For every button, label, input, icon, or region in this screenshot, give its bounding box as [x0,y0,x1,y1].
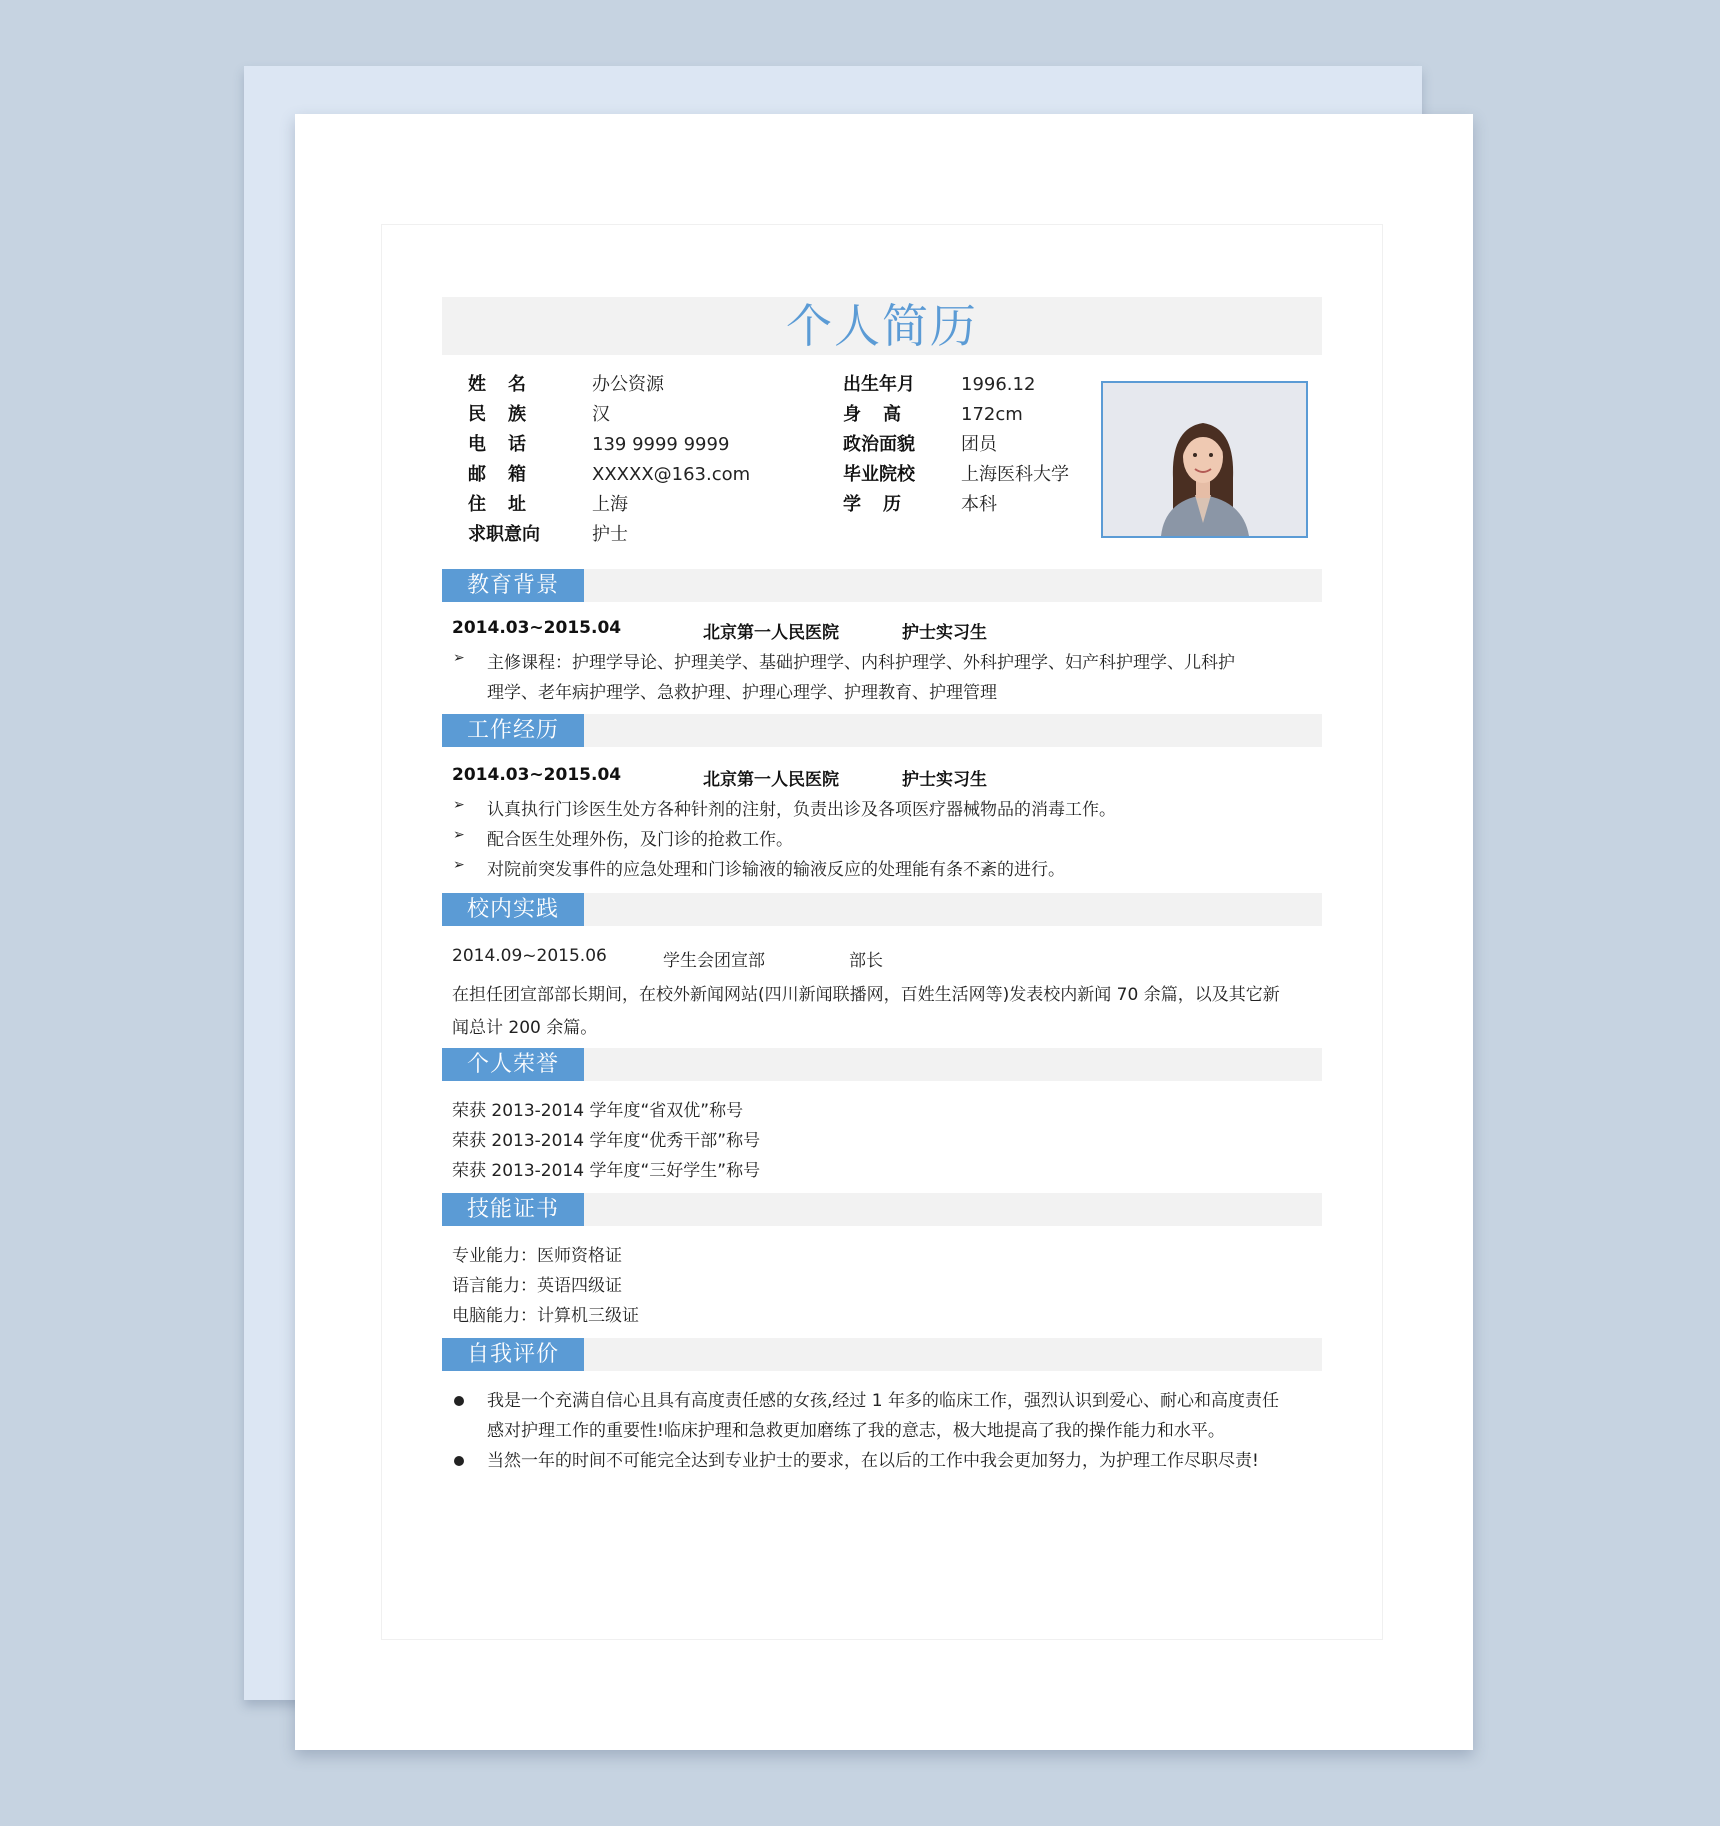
honor-item: 荣获 2013-2014 学年度“省双优”称号 [452,1101,744,1121]
section-heading: 技能证书 [442,1193,584,1226]
campus-org: 学生会团宣部 [663,951,765,971]
work-date: 2014.03~2015.04 [452,765,622,785]
self-eval-line3: 当然一年的时间不可能完全达到专业护士的要求，在以后的工作中我会更加努力，为护理工作尽职尽责! [487,1451,1259,1471]
info-value: 上海医科大学 [961,464,1069,485]
edu-course-line2: 理学、老年病护理学、急救护理、护理心理学、护理教育、护理管理 [487,683,997,703]
honor-item: 荣获 2013-2014 学年度“优秀干部”称号 [452,1131,761,1151]
info-label: 电话 [468,434,548,455]
bullet-dot-icon [454,1396,464,1406]
info-label: 出生年月 [843,374,915,395]
bullet-dot-icon [454,1456,464,1466]
section-bar-campus [442,893,1322,926]
info-row [468,520,628,550]
resume-page [295,114,1473,1750]
profile-photo [1101,381,1308,538]
work-org: 北京第一人民医院 [703,770,839,790]
info-row [843,400,1023,430]
info-value: 汉 [592,404,610,425]
bullet-arrow-icon: ➢ [453,650,465,666]
skill-item: 专业能力：医师资格证 [452,1246,622,1266]
info-value: 本科 [961,494,997,515]
section-bar-honors [442,1048,1322,1081]
self-eval-line1: 我是一个充满自信心且具有高度责任感的女孩,经过 1 年多的临床工作，强烈认识到爱心、耐心和高度责任 [487,1391,1280,1411]
person-portrait-icon [1103,383,1306,536]
info-row [843,460,1069,490]
section-heading: 工作经历 [442,714,584,747]
info-label: 身高 [843,404,923,425]
self-eval-line2: 感对护理工作的重要性!临床护理和急救更加磨练了我的意志，极大地提高了我的操作能力和水平。 [487,1421,1225,1441]
edu-role: 护士实习生 [902,623,987,643]
info-value: 团员 [961,434,997,455]
info-label: 学历 [843,494,923,515]
section-bar-work [442,714,1322,747]
info-row [468,400,610,430]
section-bar-education [442,569,1322,602]
section-heading: 教育背景 [442,569,584,602]
work-bullet: 认真执行门诊医生处方各种针剂的注射，负责出诊及各项医疗器械物品的消毒工作。 [487,800,1116,820]
info-row [843,430,997,460]
info-row [468,460,750,490]
edu-date: 2014.03~2015.04 [452,618,622,638]
info-label: 政治面貌 [843,434,915,455]
edu-course-line1: 主修课程：护理学导论、护理美学、基础护理学、内科护理学、外科护理学、妇产科护理学、儿科护 [487,653,1235,673]
edu-org: 北京第一人民医院 [703,623,839,643]
info-label: 邮箱 [468,464,548,485]
info-value: 139 9999 9999 [592,434,730,455]
info-value: 172cm [961,404,1023,425]
info-label: 求职意向 [468,524,540,545]
campus-desc-line2: 闻总计 200 余篇。 [452,1018,598,1038]
bullet-arrow-icon: ➢ [453,797,465,813]
section-bar-skills [442,1193,1322,1226]
section-bar-self-eval [442,1338,1322,1371]
campus-desc-line1: 在担任团宣部部长期间，在校外新闻网站(四川新闻联播网，百姓生活网等)发表校内新闻 70 余篇，以及其它新 [452,985,1280,1005]
info-label: 毕业院校 [843,464,915,485]
campus-date: 2014.09~2015.06 [452,946,607,966]
skill-item: 语言能力：英语四级证 [452,1276,622,1296]
info-row [843,370,1035,400]
info-value: XXXXX@163.com [592,464,751,485]
info-label: 民族 [468,404,548,425]
info-row [468,430,729,460]
info-label: 住址 [468,494,548,515]
info-label: 姓名 [468,374,548,395]
info-value: 上海 [592,494,628,515]
info-row [468,490,628,520]
info-value: 办公资源 [592,374,664,395]
work-bullet: 配合医生处理外伤，及门诊的抢救工作。 [487,830,793,850]
skill-item: 电脑能力：计算机三级证 [452,1306,639,1326]
bullet-arrow-icon: ➢ [453,857,465,873]
info-row [843,490,997,520]
work-bullet: 对院前突发事件的应急处理和门诊输液的输液反应的处理能有条不紊的进行。 [487,860,1065,880]
section-heading: 个人荣誉 [442,1048,584,1081]
info-value: 1996.12 [961,374,1036,395]
section-heading: 自我评价 [442,1338,584,1371]
info-value: 护士 [592,524,628,545]
campus-role: 部长 [849,951,883,971]
title-bar [442,297,1322,355]
section-heading: 校内实践 [442,893,584,926]
info-row [468,370,664,400]
page-title: 个人简历 [786,299,978,353]
honor-item: 荣获 2013-2014 学年度“三好学生”称号 [452,1161,761,1181]
bullet-arrow-icon: ➢ [453,827,465,843]
work-role: 护士实习生 [902,770,987,790]
